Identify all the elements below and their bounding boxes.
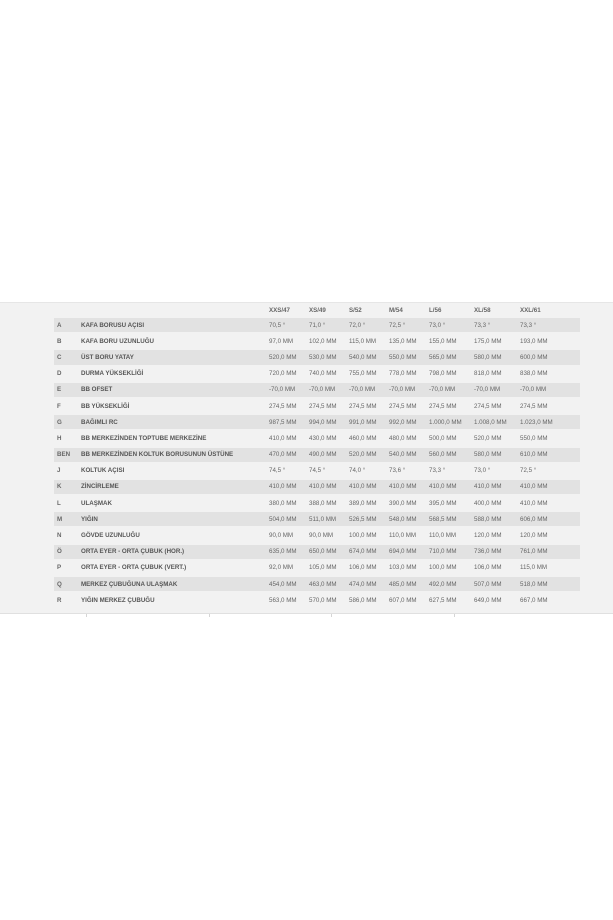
measurement-cell: 520,0 MM [349, 448, 389, 462]
row-code: F [54, 399, 81, 413]
row-code: A [54, 318, 81, 332]
row-label: DURMA YÜKSEKLİĞİ [81, 367, 269, 381]
measurement-cell: -70,0 MM [309, 383, 349, 397]
row-code: L [54, 496, 81, 510]
header-blank [81, 305, 269, 316]
table-header-row [54, 305, 580, 316]
measurement-cell: 380,0 MM [269, 496, 309, 510]
measurement-cell: 710,0 MM [429, 545, 474, 559]
measurement-cell: 74,5 ° [309, 464, 349, 478]
row-code: H [54, 431, 81, 445]
measurement-cell: 100,0 MM [349, 528, 389, 542]
measurement-cell: 274,5 MM [474, 399, 520, 413]
measurement-cell: 274,5 MM [429, 399, 474, 413]
measurement-cell: 563,0 MM [269, 593, 309, 607]
measurement-cell: 106,0 MM [349, 561, 389, 575]
row-label: BB OFSET [81, 383, 269, 397]
row-label: ORTA EYER - ORTA ÇUBUK (HOR.) [81, 545, 269, 559]
measurement-cell: 73,3 ° [520, 318, 580, 332]
row-label: BB YÜKSEKLİĞİ [81, 399, 269, 413]
row-label: ZİNCİRLEME [81, 480, 269, 494]
table-row [54, 334, 580, 348]
measurement-cell: 388,0 MM [309, 496, 349, 510]
measurement-cell: 606,0 MM [520, 512, 580, 526]
measurement-cell: -70,0 MM [349, 383, 389, 397]
measurement-cell: 548,0 MM [389, 512, 429, 526]
table-body [54, 318, 580, 607]
measurement-cell: 1.008,0 MM [474, 415, 520, 429]
table-row [54, 545, 580, 559]
measurement-cell: -70,0 MM [520, 383, 580, 397]
measurement-cell: 520,0 MM [269, 350, 309, 364]
measurement-cell: 530,0 MM [309, 350, 349, 364]
measurement-cell: 454,0 MM [269, 577, 309, 591]
measurement-cell: 635,0 MM [269, 545, 309, 559]
measurement-cell: 90,0 MM [269, 528, 309, 542]
row-code: C [54, 350, 81, 364]
size-column-header: XL/58 [474, 307, 491, 314]
measurement-cell: 73,3 ° [474, 318, 520, 332]
bottom-ticks [0, 614, 613, 618]
row-label: BB MERKEZİNDEN TOPTUBE MERKEZİNE [81, 431, 269, 445]
measurement-cell: 274,5 MM [520, 399, 580, 413]
tick-mark [331, 614, 332, 617]
measurement-cell: 610,0 MM [520, 448, 580, 462]
measurement-cell: 274,5 MM [269, 399, 309, 413]
measurement-cell: -70,0 MM [429, 383, 474, 397]
measurement-cell: 74,5 ° [269, 464, 309, 478]
header-blank [54, 305, 81, 316]
table-row [54, 399, 580, 413]
row-label: GÖVDE UZUNLUĞU [81, 528, 269, 542]
measurement-cell: 274,5 MM [309, 399, 349, 413]
measurement-cell: 560,0 MM [429, 448, 474, 462]
measurement-cell: 485,0 MM [389, 577, 429, 591]
row-code: K [54, 480, 81, 494]
row-label: BB MERKEZİNDEN KOLTUK BORUSUNUN ÜSTÜNE [81, 448, 269, 462]
measurement-cell: 987,5 MM [269, 415, 309, 429]
measurement-cell: 110,0 MM [389, 528, 429, 542]
row-label: ÜST BORU YATAY [81, 350, 269, 364]
row-code: D [54, 367, 81, 381]
measurement-cell: 540,0 MM [349, 350, 389, 364]
table-row [54, 512, 580, 526]
measurement-cell: 90,0 MM [309, 528, 349, 542]
row-code: Ö [54, 545, 81, 559]
measurement-cell: 550,0 MM [389, 350, 429, 364]
measurement-cell: 410,0 MM [269, 431, 309, 445]
measurement-cell: 400,0 MM [474, 496, 520, 510]
measurement-cell: 580,0 MM [474, 448, 520, 462]
measurement-cell: 105,0 MM [309, 561, 349, 575]
measurement-cell: 588,0 MM [474, 512, 520, 526]
size-column-header: XXL/61 [520, 307, 541, 314]
measurement-cell: 110,0 MM [429, 528, 474, 542]
table-row [54, 350, 580, 364]
row-label: KAFA BORUSU AÇISI [81, 318, 269, 332]
measurement-cell: 667,0 MM [520, 593, 580, 607]
measurement-cell: 410,0 MM [429, 480, 474, 494]
measurement-cell: 480,0 MM [389, 431, 429, 445]
measurement-cell: 155,0 MM [429, 334, 474, 348]
measurement-cell: 410,0 MM [269, 480, 309, 494]
row-code: J [54, 464, 81, 478]
table-row [54, 561, 580, 575]
row-code: G [54, 415, 81, 429]
size-column-header: S/52 [349, 307, 362, 314]
measurement-cell: 992,0 MM [389, 415, 429, 429]
row-code: E [54, 383, 81, 397]
measurement-cell: 410,0 MM [349, 480, 389, 494]
table-row [54, 577, 580, 591]
measurement-cell: 410,0 MM [309, 480, 349, 494]
table-row [54, 593, 580, 607]
measurement-cell: -70,0 MM [389, 383, 429, 397]
row-label: ULAŞMAK [81, 496, 269, 510]
measurement-cell: 526,5 MM [349, 512, 389, 526]
measurement-cell: 600,0 MM [520, 350, 580, 364]
row-label: MERKEZ ÇUBUĞUNA ULAŞMAK [81, 577, 269, 591]
measurement-cell: 463,0 MM [309, 577, 349, 591]
measurement-cell: 627,5 MM [429, 593, 474, 607]
measurement-cell: 389,0 MM [349, 496, 389, 510]
measurement-cell: 390,0 MM [389, 496, 429, 510]
measurement-cell: 193,0 MM [520, 334, 580, 348]
table-row [54, 464, 580, 478]
table-row [54, 367, 580, 381]
measurement-cell: 520,0 MM [474, 431, 520, 445]
measurement-cell: 73,0 ° [474, 464, 520, 478]
measurement-cell: 72,0 ° [349, 318, 389, 332]
row-label: ORTA EYER - ORTA ÇUBUK (VERT.) [81, 561, 269, 575]
measurement-cell: 778,0 MM [389, 367, 429, 381]
measurement-cell: 838,0 MM [520, 367, 580, 381]
row-label: YIĞIN [81, 512, 269, 526]
measurement-cell: 474,0 MM [349, 577, 389, 591]
measurement-cell: 586,0 MM [349, 593, 389, 607]
row-code: BEN [54, 448, 81, 462]
measurement-cell: 674,0 MM [349, 545, 389, 559]
measurement-cell: 798,0 MM [429, 367, 474, 381]
size-column-header: M/54 [389, 307, 403, 314]
measurement-cell: 106,0 MM [474, 561, 520, 575]
measurement-cell: 1.000,0 MM [429, 415, 474, 429]
measurement-cell: 736,0 MM [474, 545, 520, 559]
tick-mark [454, 614, 455, 617]
table-row [54, 528, 580, 542]
table-row [54, 448, 580, 462]
measurement-cell: 550,0 MM [520, 431, 580, 445]
measurement-cell: 650,0 MM [309, 545, 349, 559]
row-code: R [54, 593, 81, 607]
row-code: N [54, 528, 81, 542]
size-column-header: XS/49 [309, 307, 326, 314]
measurement-cell: 92,0 MM [269, 561, 309, 575]
measurement-cell: 991,0 MM [349, 415, 389, 429]
row-label: KAFA BORU UZUNLUĞU [81, 334, 269, 348]
measurement-cell: 565,0 MM [429, 350, 474, 364]
size-column-header: L/56 [429, 307, 442, 314]
measurement-cell: 74,0 ° [349, 464, 389, 478]
measurement-cell: 507,0 MM [474, 577, 520, 591]
measurement-cell: 540,0 MM [389, 448, 429, 462]
measurement-cell: 755,0 MM [349, 367, 389, 381]
measurement-cell: 761,0 MM [520, 545, 580, 559]
measurement-cell: 607,0 MM [389, 593, 429, 607]
measurement-cell: 71,0 ° [309, 318, 349, 332]
measurement-cell: 580,0 MM [474, 350, 520, 364]
measurement-cell: 73,0 ° [429, 318, 474, 332]
measurement-cell: 72,5 ° [389, 318, 429, 332]
row-label: KOLTUK AÇISI [81, 464, 269, 478]
table-row [54, 318, 580, 332]
measurement-cell: 410,0 MM [474, 480, 520, 494]
row-label: BAĞIMLI RC [81, 415, 269, 429]
measurement-cell: 740,0 MM [309, 367, 349, 381]
measurement-cell: 568,5 MM [429, 512, 474, 526]
measurement-cell: 274,5 MM [389, 399, 429, 413]
measurement-cell: 470,0 MM [269, 448, 309, 462]
measurement-cell: 720,0 MM [269, 367, 309, 381]
measurement-cell: 518,0 MM [520, 577, 580, 591]
row-code: Q [54, 577, 81, 591]
measurement-cell: 410,0 MM [520, 480, 580, 494]
measurement-cell: 649,0 MM [474, 593, 520, 607]
measurement-cell: 460,0 MM [349, 431, 389, 445]
measurement-cell: 72,5 ° [520, 464, 580, 478]
table-row [54, 431, 580, 445]
geometry-table [54, 303, 580, 609]
measurement-cell: 73,3 ° [429, 464, 474, 478]
measurement-cell: 511,0 MM [309, 512, 349, 526]
measurement-cell: 102,0 MM [309, 334, 349, 348]
table-row [54, 383, 580, 397]
measurement-cell: 410,0 MM [389, 480, 429, 494]
measurement-cell: 694,0 MM [389, 545, 429, 559]
measurement-cell: 818,0 MM [474, 367, 520, 381]
measurement-cell: 274,5 MM [349, 399, 389, 413]
measurement-cell: 115,0 MM [349, 334, 389, 348]
measurement-cell: 100,0 MM [429, 561, 474, 575]
measurement-cell: 103,0 MM [389, 561, 429, 575]
table-row [54, 415, 580, 429]
measurement-cell: 994,0 MM [309, 415, 349, 429]
geometry-panel [0, 302, 613, 614]
measurement-cell: 1.023,0 MM [520, 415, 580, 429]
measurement-cell: 73,6 ° [389, 464, 429, 478]
measurement-cell: 395,0 MM [429, 496, 474, 510]
size-column-header: XXS/47 [269, 307, 290, 314]
measurement-cell: 115,0 MM [520, 561, 580, 575]
row-code: M [54, 512, 81, 526]
measurement-cell: 492,0 MM [429, 577, 474, 591]
table-row [54, 480, 580, 494]
measurement-cell: 175,0 MM [474, 334, 520, 348]
measurement-cell: -70,0 MM [474, 383, 520, 397]
tick-mark [86, 614, 87, 617]
row-code: B [54, 334, 81, 348]
measurement-cell: 120,0 MM [520, 528, 580, 542]
measurement-cell: 490,0 MM [309, 448, 349, 462]
row-label: YIĞIN MERKEZ ÇUBUĞU [81, 593, 269, 607]
tick-mark [209, 614, 210, 617]
measurement-cell: 135,0 MM [389, 334, 429, 348]
table-row [54, 496, 580, 510]
measurement-cell: 430,0 MM [309, 431, 349, 445]
measurement-cell: 120,0 MM [474, 528, 520, 542]
measurement-cell: 70,5 ° [269, 318, 309, 332]
row-code: P [54, 561, 81, 575]
measurement-cell: 570,0 MM [309, 593, 349, 607]
measurement-cell: 97,0 MM [269, 334, 309, 348]
measurement-cell: 410,0 MM [520, 496, 580, 510]
measurement-cell: -70,0 MM [269, 383, 309, 397]
measurement-cell: 504,0 MM [269, 512, 309, 526]
measurement-cell: 500,0 MM [429, 431, 474, 445]
